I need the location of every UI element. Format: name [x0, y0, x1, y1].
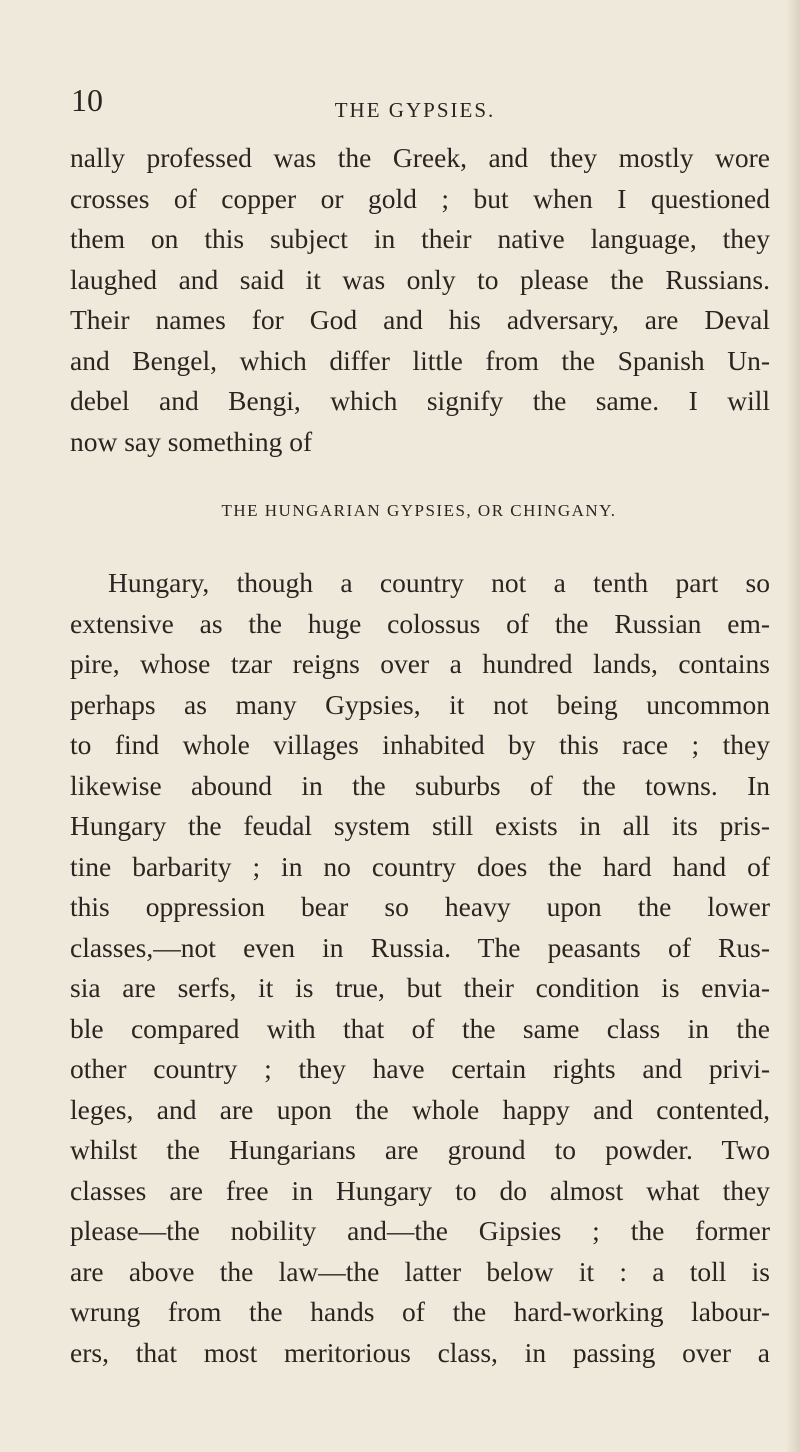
text-line: sia are serfs, it is true, but their condition is envia-: [70, 972, 770, 1003]
text-line: Their names for God and his adversary, are Deval: [70, 304, 770, 335]
text-line: ers, that most meritorious class, in passing over a: [70, 1336, 770, 1368]
text-line: crosses of copper or gold ; but when I questioned: [70, 182, 770, 214]
paragraph-1: [70, 138, 770, 462]
text-line: are above the law—the latter below it : a toll is: [70, 1255, 770, 1287]
text-line: laughed and said it was only to please the Russians.: [70, 263, 770, 295]
text-line: leges, and are upon the whole happy and contented,: [70, 1093, 770, 1125]
text-line: now say something of: [70, 425, 313, 457]
text-line: perhaps as many Gypsies, it not being uncommon: [70, 688, 770, 720]
running-head: THE GYPSIES.: [334, 98, 496, 122]
text-line: and Bengel, which differ little from the Spanish Un-: [70, 344, 770, 376]
page-edge-shadow: [786, 0, 800, 1452]
text-line: them on this subject in their native language, they: [70, 223, 770, 254]
text-line: pire, whose tzar reigns over a hundred lands, contains: [70, 648, 770, 679]
text-line: debel and Bengi, which signify the same. I will: [70, 385, 770, 416]
text-line: classes,—not even in Russia. The peasants of Rus-: [70, 931, 770, 963]
text-line: classes are free in Hungary to do almost what they: [70, 1174, 770, 1206]
text-line: tine barbarity ; in no country does the hard hand of: [70, 850, 770, 882]
text-line: other country ; they have certain rights and privi-: [70, 1053, 770, 1084]
text-line: likewise abound in the suburbs of the towns. In: [70, 769, 770, 801]
text-line: this oppression bear so heavy upon the lower: [70, 891, 770, 922]
text-line: extensive as the huge colossus of the Russian em-: [70, 607, 770, 639]
text-line: nally professed was the Greek, and they mostly wore: [70, 142, 770, 173]
text-line: to find whole villages inhabited by this race ; they: [70, 729, 770, 760]
text-line: Hungary, though a country not a tenth part so: [108, 567, 770, 598]
section-heading: THE HUNGARIAN GYPSIES, OR CHINGANY.: [221, 501, 617, 520]
text-line: wrung from the hands of the hard-working labour-: [70, 1296, 770, 1327]
text-line: Hungary the feudal system still exists in all its pris-: [70, 810, 770, 841]
page-number: 10: [71, 82, 103, 118]
text-line: whilst the Hungarians are ground to powder. Two: [70, 1134, 770, 1165]
paragraph-2: [70, 563, 770, 1373]
text-line: please—the nobility and—the Gipsies ; the former: [70, 1215, 770, 1246]
text-line: ble compared with that of the same class in the: [70, 1012, 770, 1044]
